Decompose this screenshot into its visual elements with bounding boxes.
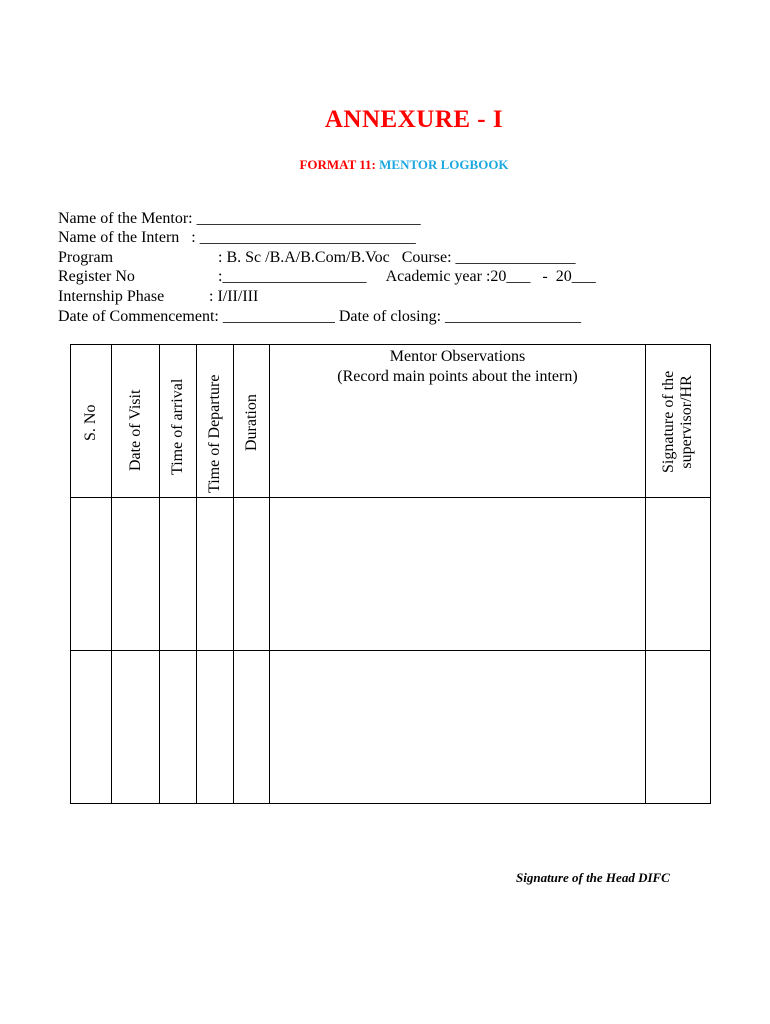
mentor-name-field: Name of the Mentor: ____________________________ xyxy=(58,210,421,227)
program-value: : B. Sc /B.A/B.Com/B.Voc Course: _______________ xyxy=(218,249,576,266)
phase-label: Internship Phase xyxy=(58,288,165,305)
document-title: ANNEXURE - I xyxy=(324,106,504,133)
header-duration xyxy=(234,345,270,498)
header-date-of-visit xyxy=(112,345,160,498)
dates-field: Date of Commencement: ______________ Date of closing: _________________ xyxy=(58,308,582,325)
logbook-table xyxy=(70,344,711,804)
format-heading xyxy=(0,157,770,173)
cell-observations xyxy=(270,498,646,651)
header-signature-line1: Signature of the xyxy=(660,370,677,473)
register-label: Register No xyxy=(58,268,135,285)
cell-sno xyxy=(71,498,112,651)
cell-duration xyxy=(234,651,270,804)
table-header-row xyxy=(71,345,711,498)
register-value: :__________________ Academic year :20___ - 20___ xyxy=(218,268,596,285)
cell-signature xyxy=(646,651,711,804)
program-label: Program xyxy=(58,249,114,266)
cell-observations xyxy=(270,651,646,804)
cell-duration xyxy=(234,498,270,651)
header-date-of-visit-label: Date of Visit xyxy=(126,389,144,471)
header-time-of-arrival-label: Time of arrival xyxy=(169,378,186,475)
cell-time-of-departure xyxy=(197,651,234,804)
cell-date-of-visit xyxy=(112,498,160,651)
header-signature xyxy=(646,345,711,498)
table-row xyxy=(71,651,711,804)
header-observations-note: (Record main points about the intern) xyxy=(337,368,578,385)
cell-sno xyxy=(71,651,112,804)
cell-time-of-arrival xyxy=(160,651,197,804)
header-duration-label: Duration xyxy=(242,394,260,451)
header-mentor-observations xyxy=(270,345,646,498)
intern-name-field: Name of the Intern : ___________________________ xyxy=(58,229,416,246)
header-signature-label xyxy=(660,371,696,473)
header-sno xyxy=(71,345,112,498)
header-sno-label: S. No xyxy=(82,404,99,441)
header-time-of-departure xyxy=(197,345,234,498)
table-row xyxy=(71,498,711,651)
format-label: FORMAT 11: xyxy=(299,157,376,172)
cell-signature xyxy=(646,498,711,651)
header-observations-text xyxy=(270,347,645,387)
phase-value: : I/II/III xyxy=(209,288,259,305)
cell-time-of-departure xyxy=(197,498,234,651)
cell-time-of-arrival xyxy=(160,498,197,651)
head-signature-label: Signature of the Head DIFC xyxy=(516,870,670,885)
header-signature-line2: supervisor/HR xyxy=(678,375,695,469)
cell-date-of-visit xyxy=(112,651,160,804)
header-time-of-arrival xyxy=(160,345,197,498)
header-time-of-departure-label: Time of Departure xyxy=(206,374,223,493)
format-name: MENTOR LOGBOOK xyxy=(379,157,509,172)
header-observations-title: Mentor Observations xyxy=(389,348,526,365)
